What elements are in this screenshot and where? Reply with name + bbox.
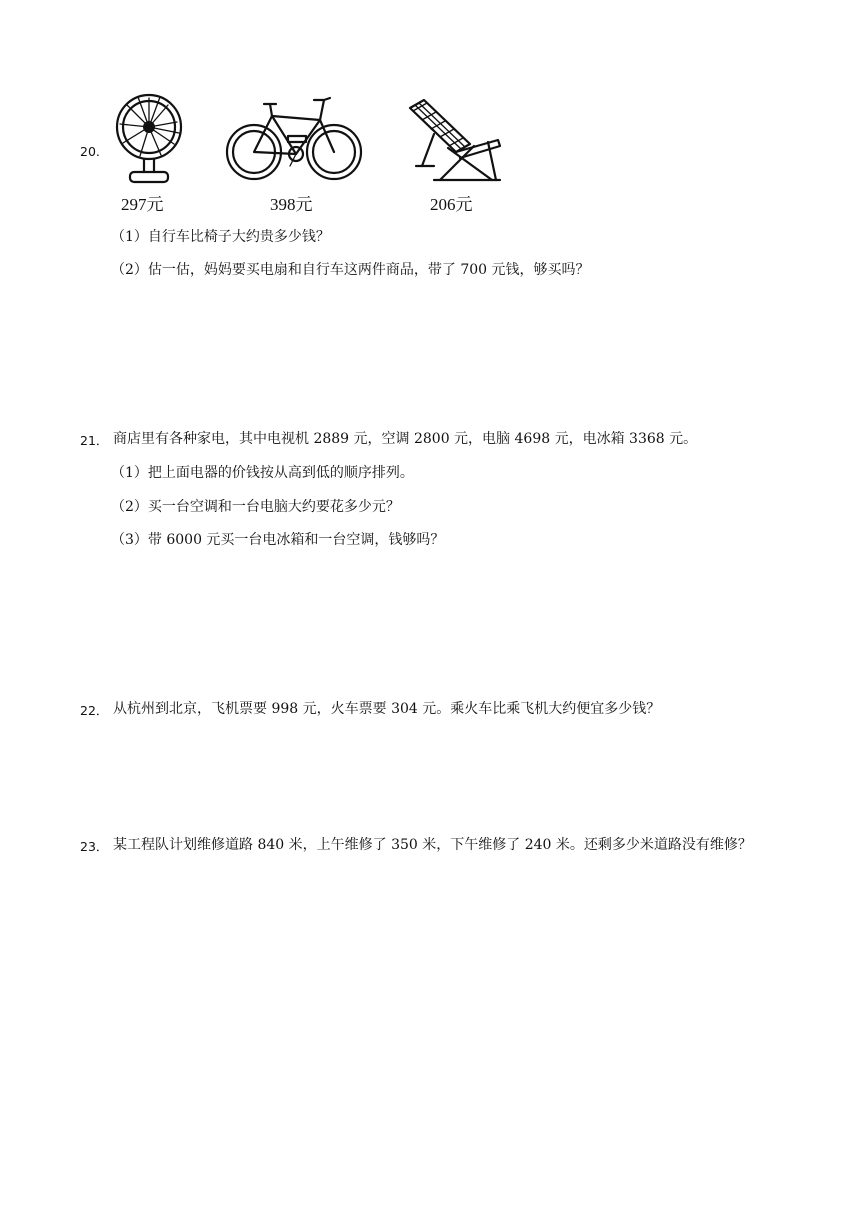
q22-text: 从杭州到北京，飞机票要 998 元，火车票要 304 元。乘火车比乘飞机大约便宜多少钱？ xyxy=(113,701,661,717)
q20-sub1: （1）自行车比椅子大约贵多少钱？ xyxy=(111,229,330,245)
q23-text: 某工程队计划维修道路 840 米，上午维修了 350 米，下午维修了 240 米。还剩多少米道路没有维修？ xyxy=(113,837,752,853)
q21-text: 商店里有各种家电，其中电视机 2889 元，空调 2800 元，电脑 4698 元，电冰箱 3368 元。 xyxy=(113,431,698,447)
q21-sub3: （3）带 6000 元买一台电冰箱和一台空调，钱够吗？ xyxy=(111,532,445,548)
lounge-chair-icon xyxy=(404,96,504,188)
chair-price: 206元 xyxy=(430,195,473,214)
question-number: 20. xyxy=(80,144,100,159)
question-number: 21． xyxy=(80,433,109,448)
question-number: 22． xyxy=(80,703,109,718)
q21-sub1: （1）把上面电器的价钱按从高到低的顺序排列。 xyxy=(111,465,414,481)
electric-fan-icon xyxy=(110,92,190,188)
fan-price: 297元 xyxy=(121,195,164,214)
q20-sub2: （2）估一估，妈妈要买电扇和自行车这两件商品，带了 700 元钱，够买吗？ xyxy=(111,262,590,278)
bicycle-icon xyxy=(224,94,366,188)
q21-sub2: （2）买一台空调和一台电脑大约要花多少元？ xyxy=(111,499,400,515)
question-number: 23． xyxy=(80,839,109,854)
bicycle-price: 398元 xyxy=(270,195,313,214)
